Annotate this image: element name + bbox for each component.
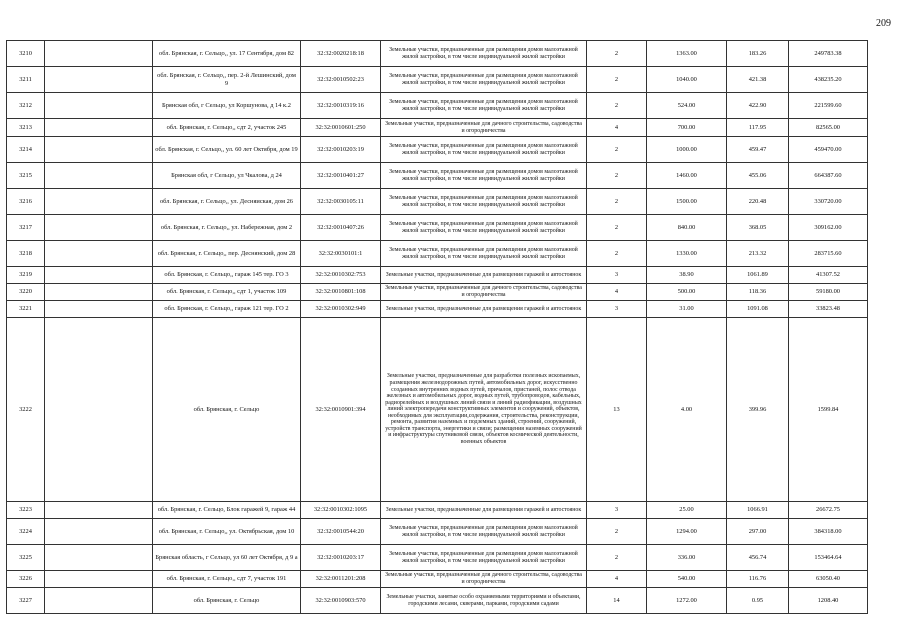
use-group-cell: 4 — [587, 119, 647, 137]
use-group-cell: 2 — [587, 545, 647, 571]
blank-cell — [45, 301, 153, 318]
area-cell: 1272.00 — [647, 588, 727, 614]
land-use-cell: Земельные участки, предназначенные для размещения домов малоэтажной жилой застройки, в том числе индивидуальной жилой застройки — [381, 189, 587, 215]
cadastral-value-cell: 283715.60 — [789, 241, 868, 267]
cadastral-number-cell: 32:32:0011201:208 — [301, 571, 381, 588]
area-cell: 540.00 — [647, 571, 727, 588]
cadastral-number-cell: 32:32:0010601:250 — [301, 119, 381, 137]
page-number: 209 — [876, 18, 891, 29]
area-cell: 38.90 — [647, 267, 727, 284]
cadastral-value-cell: 82565.00 — [789, 119, 868, 137]
address-cell: обл. Брянская, г. Сельцо,, ул. 17 Сентября, дом 82 — [153, 41, 301, 67]
cadastral-number-cell: 32:32:0010203:19 — [301, 137, 381, 163]
table-row — [7, 588, 868, 614]
land-use-cell: Земельные участки, предназначенные для размещения домов малоэтажной жилой застройки, в том числе индивидуальной жилой застройки — [381, 137, 587, 163]
cadastral-value-cell: 63050.40 — [789, 571, 868, 588]
land-use-cell: Земельные участки, предназначенные для размещения домов малоэтажной жилой застройки, в том числе индивидуальной жилой застройки — [381, 545, 587, 571]
cadastral-value-cell: 153464.64 — [789, 545, 868, 571]
row-number-cell: 3212 — [7, 93, 45, 119]
use-group-cell: 3 — [587, 502, 647, 519]
specific-value-cell: 421.38 — [727, 67, 789, 93]
cadastral-value-cell: 459470.00 — [789, 137, 868, 163]
specific-value-cell: 183.26 — [727, 41, 789, 67]
area-cell: 1294.00 — [647, 519, 727, 545]
table-row — [7, 41, 868, 67]
area-cell: 1500.00 — [647, 189, 727, 215]
blank-cell — [45, 93, 153, 119]
table-row — [7, 318, 868, 502]
use-group-cell: 4 — [587, 571, 647, 588]
address-cell: обл. Брянская, г. Сельцо — [153, 588, 301, 614]
cadastral-value-cell: 1208.40 — [789, 588, 868, 614]
row-number-cell: 3213 — [7, 119, 45, 137]
cadastral-value-cell: 221599.60 — [789, 93, 868, 119]
row-number-cell: 3227 — [7, 588, 45, 614]
land-use-cell: Земельные участки, предназначенные для дачного строительства, садоводства и огородничества — [381, 119, 587, 137]
use-group-cell: 2 — [587, 163, 647, 189]
area-cell: 31.00 — [647, 301, 727, 318]
specific-value-cell: 1091.08 — [727, 301, 789, 318]
cadastral-number-cell: 32:32:0010319:16 — [301, 93, 381, 119]
cadastral-number-cell: 32:32:0010544:20 — [301, 519, 381, 545]
row-number-cell: 3216 — [7, 189, 45, 215]
address-cell: обл. Брянская, г. Сельцо,, пер. Деснянский, дом 28 — [153, 241, 301, 267]
area-cell: 4.00 — [647, 318, 727, 502]
specific-value-cell: 117.95 — [727, 119, 789, 137]
address-cell: обл. Брянская, г. Сельцо,, ул. Набережная, дом 2 — [153, 215, 301, 241]
cadastral-value-cell: 384318.00 — [789, 519, 868, 545]
specific-value-cell: 455.06 — [727, 163, 789, 189]
use-group-cell: 14 — [587, 588, 647, 614]
specific-value-cell: 297.00 — [727, 519, 789, 545]
cadastral-value-cell: 1599.84 — [789, 318, 868, 502]
specific-value-cell: 213.32 — [727, 241, 789, 267]
use-group-cell: 2 — [587, 241, 647, 267]
table-row — [7, 67, 868, 93]
specific-value-cell: 422.90 — [727, 93, 789, 119]
table-row — [7, 301, 868, 318]
cadastral-number-cell: 32:32:0010302:753 — [301, 267, 381, 284]
area-cell: 1330.00 — [647, 241, 727, 267]
specific-value-cell: 1061.89 — [727, 267, 789, 284]
land-use-cell: Земельные участки, предназначенные для размещения гаражей и автостоянок — [381, 267, 587, 284]
cadastral-number-cell: 32:32:0010203:17 — [301, 545, 381, 571]
specific-value-cell: 399.96 — [727, 318, 789, 502]
row-number-cell: 3226 — [7, 571, 45, 588]
address-cell: обл. Брянская, г. Сельцо,, сдт 7, участок 191 — [153, 571, 301, 588]
row-number-cell: 3221 — [7, 301, 45, 318]
row-number-cell: 3219 — [7, 267, 45, 284]
blank-cell — [45, 67, 153, 93]
cadastral-value-cell: 438235.20 — [789, 67, 868, 93]
address-cell: Брянская обл, г Сельцо, ул Чкалова, д 24 — [153, 163, 301, 189]
cadastral-value-cell: 41307.52 — [789, 267, 868, 284]
blank-cell — [45, 571, 153, 588]
area-cell: 336.00 — [647, 545, 727, 571]
cadastral-value-cell: 59180.00 — [789, 284, 868, 301]
cadastral-value-cell: 33823.48 — [789, 301, 868, 318]
blank-cell — [45, 502, 153, 519]
land-register-table — [6, 40, 868, 614]
cadastral-value-cell: 330720.00 — [789, 189, 868, 215]
specific-value-cell: 368.05 — [727, 215, 789, 241]
area-cell: 1040.00 — [647, 67, 727, 93]
address-cell: обл. Брянская, г. Сельцо,, гараж 121 тер. ГО 2 — [153, 301, 301, 318]
use-group-cell: 2 — [587, 519, 647, 545]
land-use-cell: Земельные участки, предназначенные для разработки полезных ископаемых, размещения железнодорожных путей, автомобильных дорог, искусственно созданных внутренних водных путей, причалов, пристаней, полос отвода железных и автомобильных дорог, водных путей, трубопроводов, кабельных, радиорелейных и воздушных линий связи и линий радиофикации, воздушных линий электропередачи конструктивных элементов и сооружений, объектов, необходимых для эксплуатации,содержания, строительства, реконструкции, ремонта, развития наземных и подземных зданий, строений, сооружений, устройств транспорта, энергетики и связи; размещения наземных сооружений и инфраструктуры спутниковой связи, объектов космической деятельности, военных объектов — [381, 318, 587, 502]
cadastral-number-cell: 32:32:0010407:26 — [301, 215, 381, 241]
specific-value-cell: 0.95 — [727, 588, 789, 614]
address-cell: обл. Брянская, г. Сельцо — [153, 318, 301, 502]
land-use-cell: Земельные участки, предназначенные для размещения домов малоэтажной жилой застройки, в том числе индивидуальной жилой застройки — [381, 67, 587, 93]
use-group-cell: 2 — [587, 41, 647, 67]
area-cell: 700.00 — [647, 119, 727, 137]
land-use-cell: Земельные участки, предназначенные для дачного строительства, садоводства и огородничества — [381, 571, 587, 588]
specific-value-cell: 459.47 — [727, 137, 789, 163]
cadastral-number-cell: 32:32:0010401:27 — [301, 163, 381, 189]
use-group-cell: 2 — [587, 93, 647, 119]
blank-cell — [45, 215, 153, 241]
blank-cell — [45, 41, 153, 67]
row-number-cell: 3211 — [7, 67, 45, 93]
address-cell: Брянская обл, г Сельцо, ул Коршунова, д 14 к.2 — [153, 93, 301, 119]
land-use-cell: Земельные участки, предназначенные для размещения домов малоэтажной жилой застройки, в том числе индивидуальной жилой застройки — [381, 241, 587, 267]
cadastral-number-cell: 32:32:0010903:570 — [301, 588, 381, 614]
table-row — [7, 119, 868, 137]
land-use-cell: Земельные участки, предназначенные для размещения домов малоэтажной жилой застройки, в том числе индивидуальной жилой застройки — [381, 163, 587, 189]
table-row — [7, 502, 868, 519]
row-number-cell: 3224 — [7, 519, 45, 545]
blank-cell — [45, 519, 153, 545]
blank-cell — [45, 137, 153, 163]
address-cell: обл. Брянская, г. Сельцо,, ул. Десняиская, дом 26 — [153, 189, 301, 215]
blank-cell — [45, 119, 153, 137]
area-cell: 25.00 — [647, 502, 727, 519]
address-cell: обл. Брянская, г. Сельцо,, ул. Октябрьская, дом 10 — [153, 519, 301, 545]
blank-cell — [45, 267, 153, 284]
use-group-cell: 2 — [587, 137, 647, 163]
use-group-cell: 2 — [587, 67, 647, 93]
use-group-cell: 3 — [587, 301, 647, 318]
cadastral-number-cell: 32:32:0020218:18 — [301, 41, 381, 67]
table-row — [7, 189, 868, 215]
blank-cell — [45, 318, 153, 502]
row-number-cell: 3214 — [7, 137, 45, 163]
cadastral-number-cell: 32:32:0010502:23 — [301, 67, 381, 93]
cadastral-number-cell: 32:32:0010801:108 — [301, 284, 381, 301]
row-number-cell: 3218 — [7, 241, 45, 267]
address-cell: Брянская область, г Сельцо, ул 60 лет Октября, д 9 а — [153, 545, 301, 571]
area-cell: 524.00 — [647, 93, 727, 119]
row-number-cell: 3215 — [7, 163, 45, 189]
cadastral-value-cell: 249783.38 — [789, 41, 868, 67]
land-use-cell: Земельные участки, предназначенные для размещения домов малоэтажной жилой застройки, в том числе индивидуальной жилой застройки — [381, 519, 587, 545]
specific-value-cell: 118.36 — [727, 284, 789, 301]
land-use-cell: Земельные участки, занятые особо охраняемыми территориями и объектами, городскими лесами, скверами, парками, городскими садами — [381, 588, 587, 614]
area-cell: 1363.00 — [647, 41, 727, 67]
land-use-cell: Земельные участки, предназначенные для размещения домов малоэтажной жилой застройки, в том числе индивидуальной жилой застройки — [381, 93, 587, 119]
land-use-cell: Земельные участки, предназначенные для дачного строительства, садоводства и огородничества — [381, 284, 587, 301]
table-row — [7, 215, 868, 241]
table-row — [7, 284, 868, 301]
cadastral-number-cell: 32:32:0010302:1095 — [301, 502, 381, 519]
blank-cell — [45, 241, 153, 267]
table-row — [7, 137, 868, 163]
row-number-cell: 3210 — [7, 41, 45, 67]
table-row — [7, 241, 868, 267]
table-row — [7, 163, 868, 189]
table-row — [7, 571, 868, 588]
cadastral-value-cell: 26672.75 — [789, 502, 868, 519]
table-row — [7, 545, 868, 571]
row-number-cell: 3225 — [7, 545, 45, 571]
specific-value-cell: 1066.91 — [727, 502, 789, 519]
area-cell: 1460.00 — [647, 163, 727, 189]
address-cell: обл. Брянская, г. Сельцо,, ул. 60 лет Октября, дом 19 — [153, 137, 301, 163]
use-group-cell: 3 — [587, 267, 647, 284]
specific-value-cell: 220.48 — [727, 189, 789, 215]
cadastral-number-cell: 32:32:0030101:1 — [301, 241, 381, 267]
area-cell: 1000.00 — [647, 137, 727, 163]
land-use-cell: Земельные участки, предназначенные для размещения домов малоэтажной жилой застройки, в том числе индивидуальной жилой застройки — [381, 41, 587, 67]
land-use-cell: Земельные участки, предназначенные для размещения гаражей и автостоянок — [381, 502, 587, 519]
area-cell: 500.00 — [647, 284, 727, 301]
area-cell: 840.00 — [647, 215, 727, 241]
table-row — [7, 519, 868, 545]
cadastral-number-cell: 32:32:0010901:394 — [301, 318, 381, 502]
table-row — [7, 267, 868, 284]
address-cell: обл. Брянская, г. Сельцо,, пер. 2-й Лешинский, дом 9 — [153, 67, 301, 93]
blank-cell — [45, 588, 153, 614]
blank-cell — [45, 163, 153, 189]
cadastral-number-cell: 32:32:0030105:11 — [301, 189, 381, 215]
blank-cell — [45, 189, 153, 215]
address-cell: обл. Брянская, г. Сельцо,, сдт 1, участок 109 — [153, 284, 301, 301]
specific-value-cell: 456.74 — [727, 545, 789, 571]
address-cell: обл. Брянская, г. Сельцо,, гараж 145 тер. ГО 3 — [153, 267, 301, 284]
row-number-cell: 3217 — [7, 215, 45, 241]
specific-value-cell: 116.76 — [727, 571, 789, 588]
use-group-cell: 2 — [587, 189, 647, 215]
address-cell: обл. Брянская, г. Сельцо,, сдт 2, участок 245 — [153, 119, 301, 137]
cadastral-number-cell: 32:32:0010302:949 — [301, 301, 381, 318]
row-number-cell: 3223 — [7, 502, 45, 519]
cadastral-value-cell: 309162.00 — [789, 215, 868, 241]
use-group-cell: 13 — [587, 318, 647, 502]
cadastral-value-cell: 664387.60 — [789, 163, 868, 189]
land-use-cell: Земельные участки, предназначенные для размещения домов малоэтажной жилой застройки, в том числе индивидуальной жилой застройки — [381, 215, 587, 241]
use-group-cell: 2 — [587, 215, 647, 241]
row-number-cell: 3220 — [7, 284, 45, 301]
address-cell: обл. Брянская, г. Сельцо, Блок гаражей 9, гараж 44 — [153, 502, 301, 519]
register-body — [7, 41, 868, 614]
row-number-cell: 3222 — [7, 318, 45, 502]
table-row — [7, 93, 868, 119]
use-group-cell: 4 — [587, 284, 647, 301]
land-use-cell: Земельные участки, предназначенные для размещения гаражей и автостоянок — [381, 301, 587, 318]
blank-cell — [45, 545, 153, 571]
blank-cell — [45, 284, 153, 301]
